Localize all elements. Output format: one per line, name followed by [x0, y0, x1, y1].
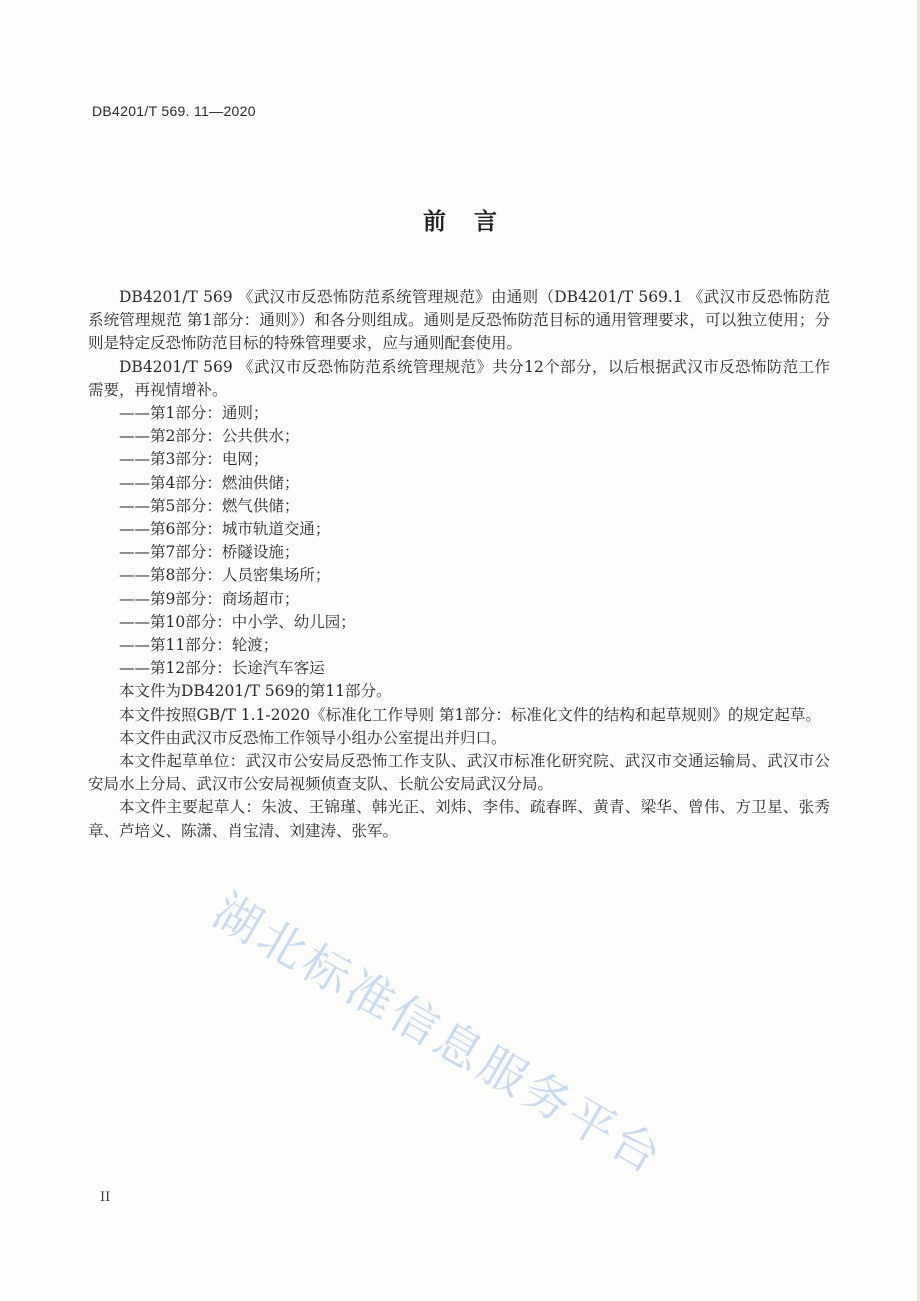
list-item: ——第7部分：桥隧设施； — [119, 543, 300, 562]
paragraph-intro: DB4201/T 569 《武汉市反恐怖防范系统管理规范》由通则（DB4201/T 569.1 《武汉市反恐怖防范系统管理规范 第1部分：通则》）和各分则组成。通则是反恐怖防范目标的通用管理要求，可以独立使用；分则是特定反恐怖防范目标的特殊管理要求，应与通则配套使用。 — [88, 288, 830, 353]
list-item: ——第12部分：长途汽车客运 — [119, 659, 325, 678]
list-item: ——第11部分：轮渡； — [119, 636, 279, 655]
list-item: ——第5部分：燃气供储； — [119, 496, 300, 515]
list-item: ——第6部分：城市轨道交通； — [119, 520, 331, 539]
paragraph-this-part: 本文件为DB4201/T 569的第11部分。 — [119, 682, 392, 701]
page-number: II — [100, 1190, 111, 1205]
page-title: 前言 — [423, 209, 525, 235]
list-item: ——第9部分：商场超市； — [119, 589, 300, 608]
list-item: ——第4部分：燃油供储； — [119, 473, 300, 492]
list-item: ——第1部分：通则； — [119, 404, 269, 423]
watermark: 湖北标准信息服务平台 — [203, 883, 673, 1187]
paragraph-drafters: 本文件主要起草人：朱波、王锦瑾、韩光正、刘炜、李伟、疏春晖、黄青、梁华、曾伟、方卫星、张秀章、芦培义、陈潇、肖宝清、刘建涛、张军。 — [88, 798, 830, 840]
document-code: DB4201/T 569. 11—2020 — [92, 103, 256, 119]
list-item: ——第8部分：人员密集场所； — [119, 566, 331, 585]
list-item: ——第3部分：电网； — [119, 450, 269, 469]
paragraph-parts-summary: DB4201/T 569 《武汉市反恐怖防范系统管理规范》共分12个部分，以后根据武汉市反恐怖防范工作需要，再视情增补。 — [88, 357, 830, 399]
document-body — [88, 286, 830, 843]
paragraph-drafting-rules: 本文件按照GB/T 1.1-2020《标准化工作导则 第1部分：标准化文件的结构和起草规则》的规定起草。 — [119, 705, 821, 724]
list-item: ——第10部分：中小学、幼儿园； — [119, 612, 356, 631]
paragraph-drafting-units: 本文件起草单位：武汉市公安局反恐怖工作支队、武汉市标准化研究院、武汉市交通运输局、武汉市公安局水上分局、武汉市公安局视频侦查支队、长航公安局武汉分局。 — [88, 752, 830, 794]
list-item: ——第2部分：公共供水； — [119, 427, 300, 446]
paragraph-proposer: 本文件由武汉市反恐怖工作领导小组办公室提出并归口。 — [119, 728, 507, 747]
